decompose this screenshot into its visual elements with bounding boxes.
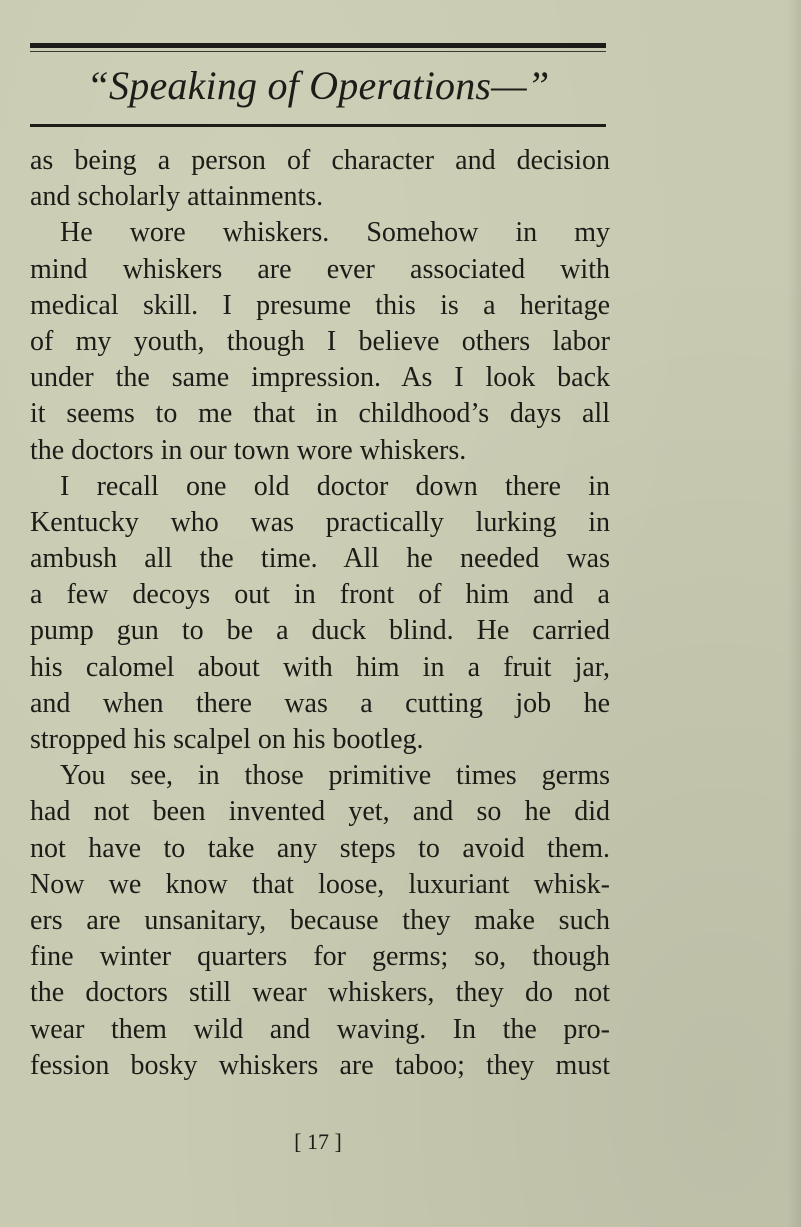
text-line: his calomel about with him in a fruit jar, — [30, 651, 610, 683]
text-line: wear them wild and waving. In the pro- — [30, 1013, 610, 1045]
text-line: under the same impression. As I look back — [30, 362, 610, 394]
text-line: it seems to me that in childhood’s days all — [30, 398, 610, 430]
text-line: the doctors in our town wore whiskers. — [30, 434, 467, 466]
text-line: ers are unsanitary, because they make such — [30, 904, 610, 936]
page-number: [ 17 ] — [294, 1129, 342, 1154]
body-text — [30, 143, 610, 1084]
text-line: stropped his scalpel on his bootleg. — [30, 724, 424, 755]
header-rule-top — [30, 43, 606, 48]
text-line: and when there was a cutting job he — [30, 687, 610, 719]
header-rule-top-thin — [30, 51, 606, 52]
text-line: pump gun to be a duck blind. He carried — [30, 615, 610, 647]
page-edge-shadow — [787, 0, 801, 1227]
text-line: You see, in those primitive times germs — [60, 760, 610, 792]
text-line: of my youth, though I believe others labor — [30, 325, 610, 357]
text-line: Kentucky who was practically lurking in — [30, 506, 610, 538]
header-rule-bottom — [30, 124, 606, 127]
text-line: the doctors still wear whiskers, they do not — [30, 977, 610, 1009]
text-line: I recall one old doctor down there in — [60, 470, 610, 502]
text-line: fine winter quarters for germs; so, though — [30, 941, 610, 973]
text-line: ambush all the time. All he needed was — [30, 543, 610, 575]
running-head-title: “Speaking of Operations—” — [86, 63, 550, 108]
text-line: medical skill. I presume this is a heritage — [30, 289, 610, 321]
text-line: He wore whiskers. Somehow in my — [60, 217, 610, 249]
text-line: Now we know that loose, luxuriant whisk- — [30, 868, 610, 900]
text-line: had not been invented yet, and so he did — [30, 796, 610, 828]
text-line: not have to take any steps to avoid them. — [30, 832, 610, 864]
text-line: fession bosky whiskers are taboo; they must — [30, 1049, 610, 1081]
text-line: and scholarly attainments. — [30, 181, 324, 213]
text-line: a few decoys out in front of him and a — [30, 579, 610, 611]
text-line: mind whiskers are ever associated with — [30, 253, 610, 285]
text-line: as being a person of character and decision — [30, 145, 610, 176]
